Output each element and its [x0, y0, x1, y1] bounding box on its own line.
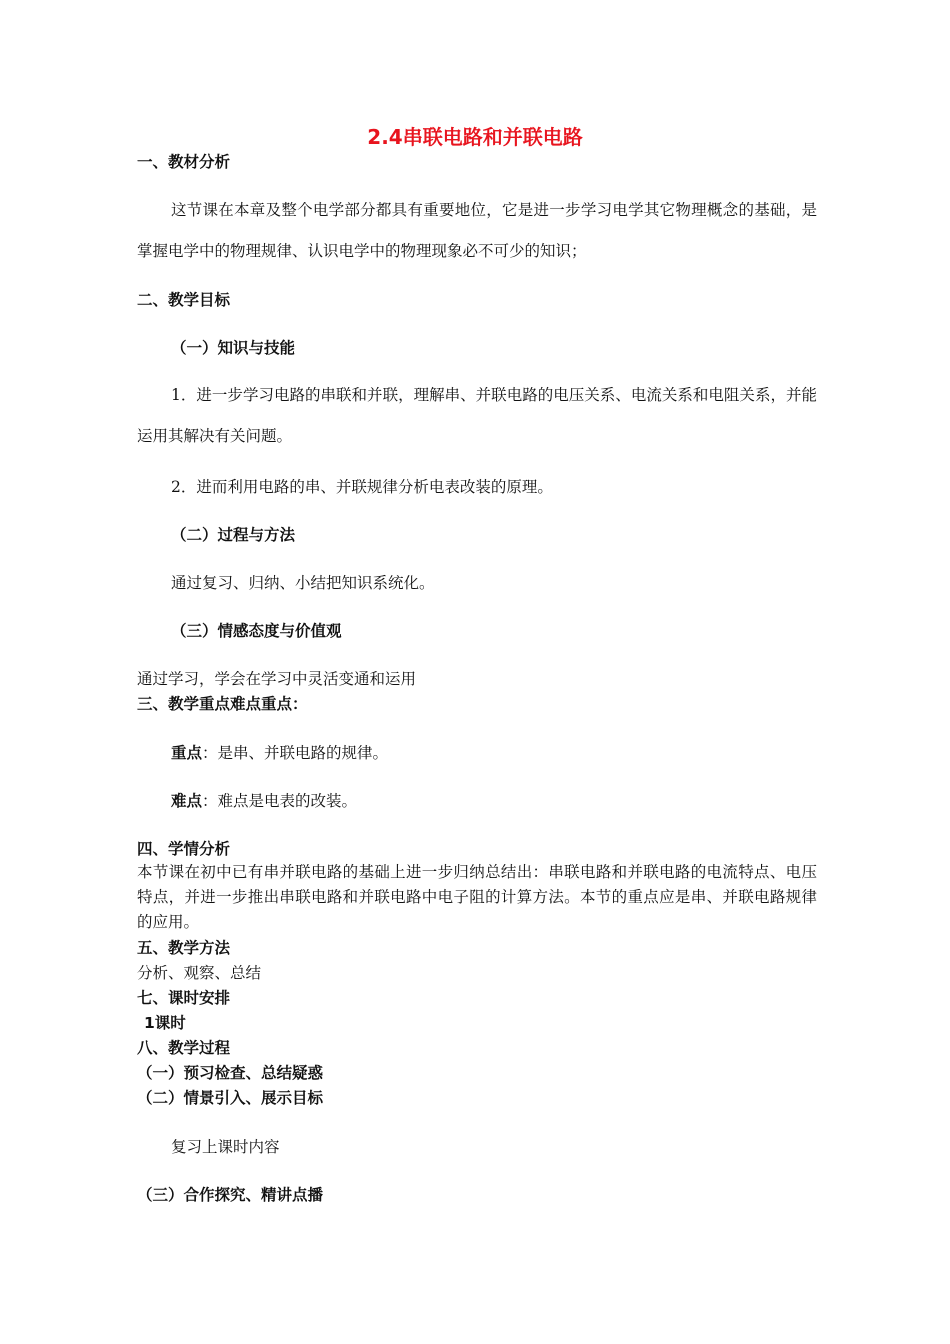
section-7-body: 1课时 [144, 1014, 186, 1032]
section-heading-2: 二、教学目标 [137, 291, 231, 309]
difficult-point [171, 790, 357, 812]
process-step-2: （二）情景引入、展示目标 [137, 1089, 324, 1107]
process-step-3: （三）合作探究、精讲点播 [137, 1186, 324, 1204]
difficult-point-text: ：难点是电表的改装。 [202, 792, 358, 810]
key-point-text: ：是串、并联电路的规律。 [202, 744, 389, 762]
key-point [171, 742, 388, 764]
section-heading-5: 五、教学方法 [137, 939, 231, 957]
process-step-2-body: 复习上课时内容 [171, 1138, 280, 1156]
difficult-point-label: 难点 [171, 792, 203, 810]
subheading-knowledge-skills: （一）知识与技能 [171, 339, 296, 357]
subheading-process-method: （二）过程与方法 [171, 526, 296, 544]
section-heading-8: 八、教学过程 [137, 1039, 231, 1057]
objective-item-2: 2．进而利用电路的串、并联规律分析电表改装的原理。 [171, 478, 553, 496]
section-heading-4: 四、学情分析 [137, 840, 231, 858]
objective-item-1: 1．进一步学习电路的串联和并联，理解串、并联电路的电压关系、电流关系和电阻关系，并能运用其解决有关问题。 [137, 386, 817, 445]
subheading-attitude-values: （三）情感态度与价值观 [171, 622, 342, 640]
attitude-values-body: 通过学习，学会在学习中灵活变通和运用 [137, 670, 417, 688]
key-point-label: 重点 [171, 744, 203, 762]
process-step-1: （一）预习检查、总结疑惑 [137, 1064, 324, 1082]
document-title: 2.4串联电路和并联电路 [367, 125, 583, 149]
section-4-body: 本节课在初中已有串并联电路的基础上进一步归纳总结出：串联电路和并联电路的电流特点、电压特点，并进一步推出串联电路和并联电路中电子阻的计算方法。本节的重点应是串、并联电路规律的应用。 [137, 863, 817, 931]
process-method-body: 通过复习、归纳、小结把知识系统化。 [171, 574, 435, 592]
section-heading-3: 三、教学重点难点重点： [137, 695, 308, 713]
section-heading-7: 七、课时安排 [137, 989, 231, 1007]
section-5-body: 分析、观察、总结 [137, 964, 262, 982]
section-heading-1: 一、教材分析 [137, 153, 231, 171]
section-1-body: 这节课在本章及整个电学部分都具有重要地位，它是进一步学习电学其它物理概念的基础，是掌握电学中的物理规律、认识电学中的物理现象必不可少的知识； [137, 201, 817, 260]
